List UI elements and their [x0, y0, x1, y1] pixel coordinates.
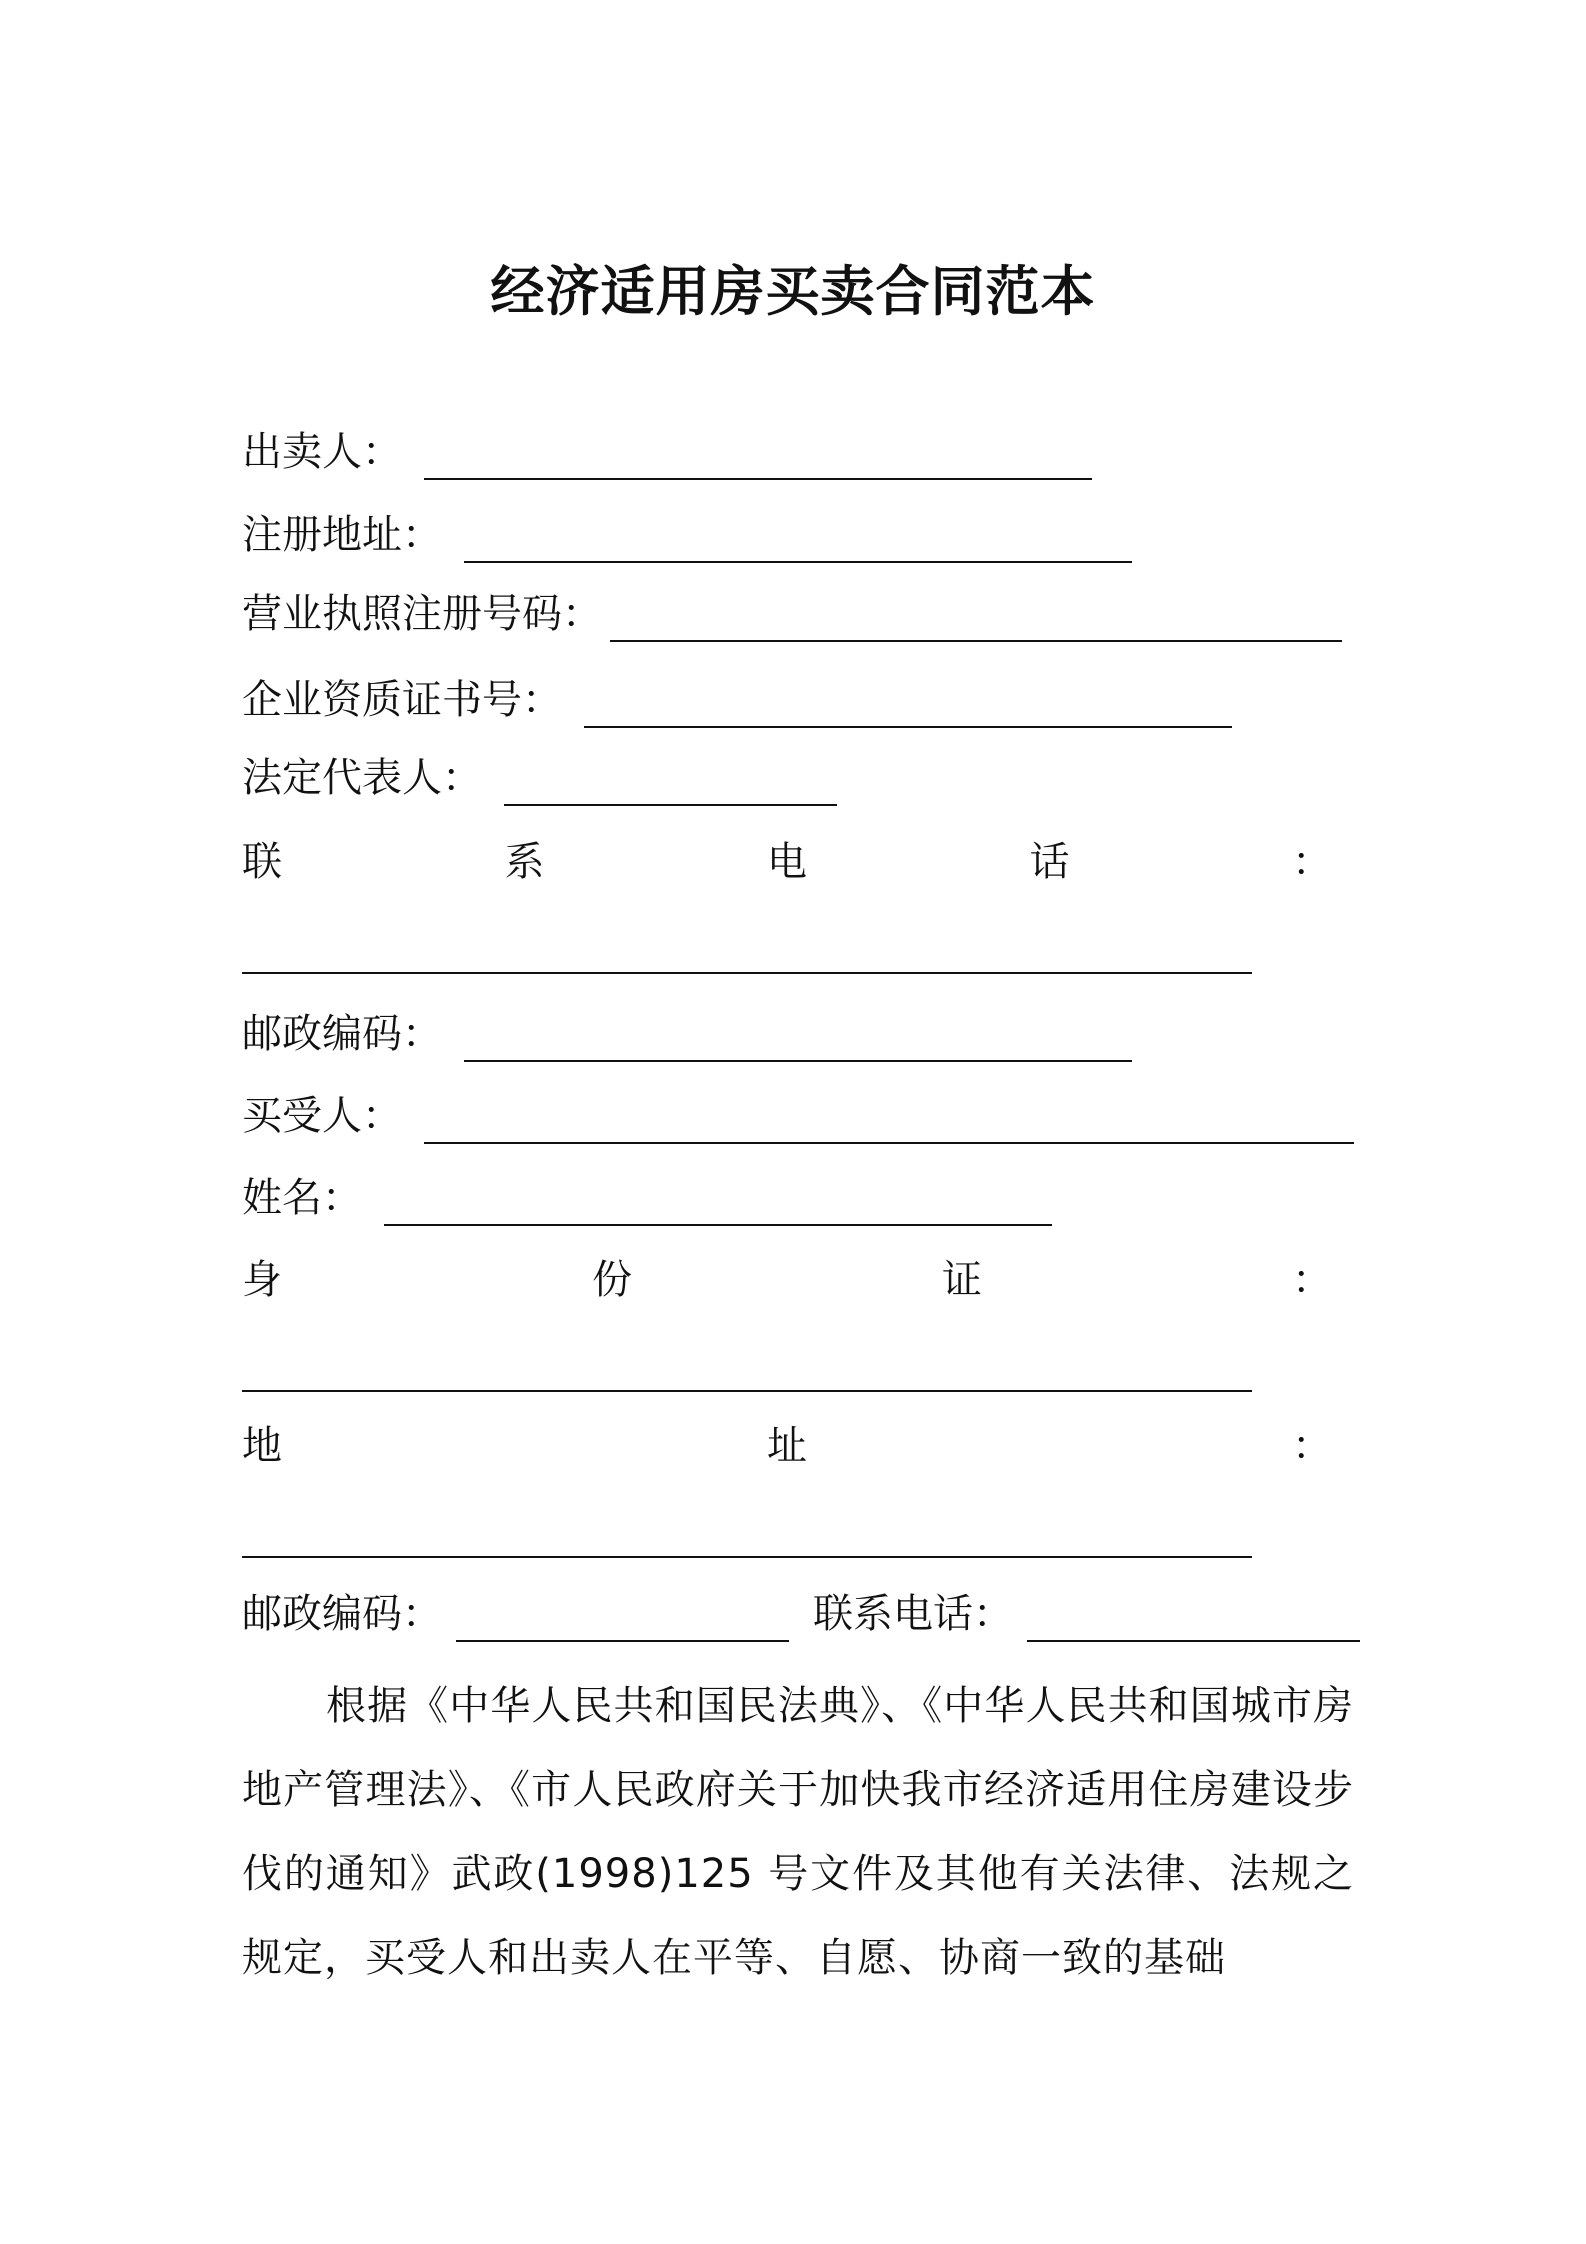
buyer-address-char: ：: [1292, 1423, 1332, 1469]
seller-phone-char: 联: [242, 839, 282, 885]
seller-phone-char: 电: [767, 839, 807, 885]
license-number-label: 营业执照注册号码：: [242, 591, 602, 637]
buyer-address-char: 址: [767, 1423, 807, 1469]
buyer-label: 买受人：: [242, 1093, 402, 1139]
registered-address-row: [242, 507, 1354, 563]
seller-phone-row: [242, 834, 1332, 890]
seller-phone-char: ：: [1292, 839, 1332, 885]
buyer-name-label: 姓名：: [242, 1175, 362, 1221]
buyer-address-row: [242, 1418, 1332, 1474]
seller-phone-blank[interactable]: [242, 970, 1252, 974]
seller-blank[interactable]: [424, 438, 1092, 480]
buyer-id-char: 证: [942, 1257, 982, 1303]
legal-representative-row: [242, 750, 1354, 806]
seller-phone-char: 系: [504, 839, 545, 885]
buyer-id-blank[interactable]: [242, 1388, 1252, 1392]
buyer-phone-label: 联系电话：: [813, 1591, 1013, 1637]
seller-postcode-row: [242, 1006, 1354, 1062]
buyer-id-char: 身: [242, 1257, 282, 1303]
buyer-address-blank[interactable]: [242, 1554, 1252, 1558]
document-title: 经济适用房买卖合同范本: [490, 260, 1096, 323]
buyer-name-row: [242, 1170, 1354, 1226]
buyer-postcode-blank[interactable]: [456, 1600, 789, 1642]
buyer-id-row: [242, 1252, 1332, 1308]
buyer-row: [242, 1088, 1354, 1144]
seller-phone-char: 话: [1029, 839, 1070, 885]
legal-representative-label: 法定代表人：: [242, 755, 482, 801]
qualification-row: [242, 672, 1354, 728]
license-number-row: [242, 586, 1354, 642]
legal-representative-blank[interactable]: [504, 764, 837, 806]
buyer-postcode-phone-row: [242, 1586, 1354, 1642]
license-number-blank[interactable]: [610, 600, 1342, 642]
buyer-id-char: ：: [1292, 1257, 1332, 1303]
seller-postcode-blank[interactable]: [464, 1020, 1132, 1062]
seller-row: [242, 424, 1354, 480]
registered-address-label: 注册地址：: [242, 512, 442, 558]
buyer-postcode-label: 邮政编码：: [242, 1591, 442, 1637]
qualification-blank[interactable]: [584, 686, 1232, 728]
buyer-phone-blank[interactable]: [1027, 1600, 1360, 1642]
buyer-name-blank[interactable]: [384, 1184, 1052, 1226]
buyer-blank[interactable]: [424, 1102, 1354, 1144]
body-paragraph: 根据《中华人民共和国民法典》、《中华人民共和国城市房地产管理法》、《市人民政府关于加快我市经济适用住房建设步伐的通知》武政(1998)125 号文件及其他有关法律、法规之规定，买受人和出卖人在平等、自愿、协商一致的基础: [242, 1683, 1354, 1981]
buyer-id-char: 份: [592, 1257, 632, 1303]
registered-address-blank[interactable]: [464, 521, 1132, 563]
seller-label: 出卖人：: [242, 429, 402, 475]
qualification-label: 企业资质证书号：: [242, 677, 562, 723]
buyer-address-char: 地: [242, 1423, 282, 1469]
seller-postcode-label: 邮政编码：: [242, 1011, 442, 1057]
